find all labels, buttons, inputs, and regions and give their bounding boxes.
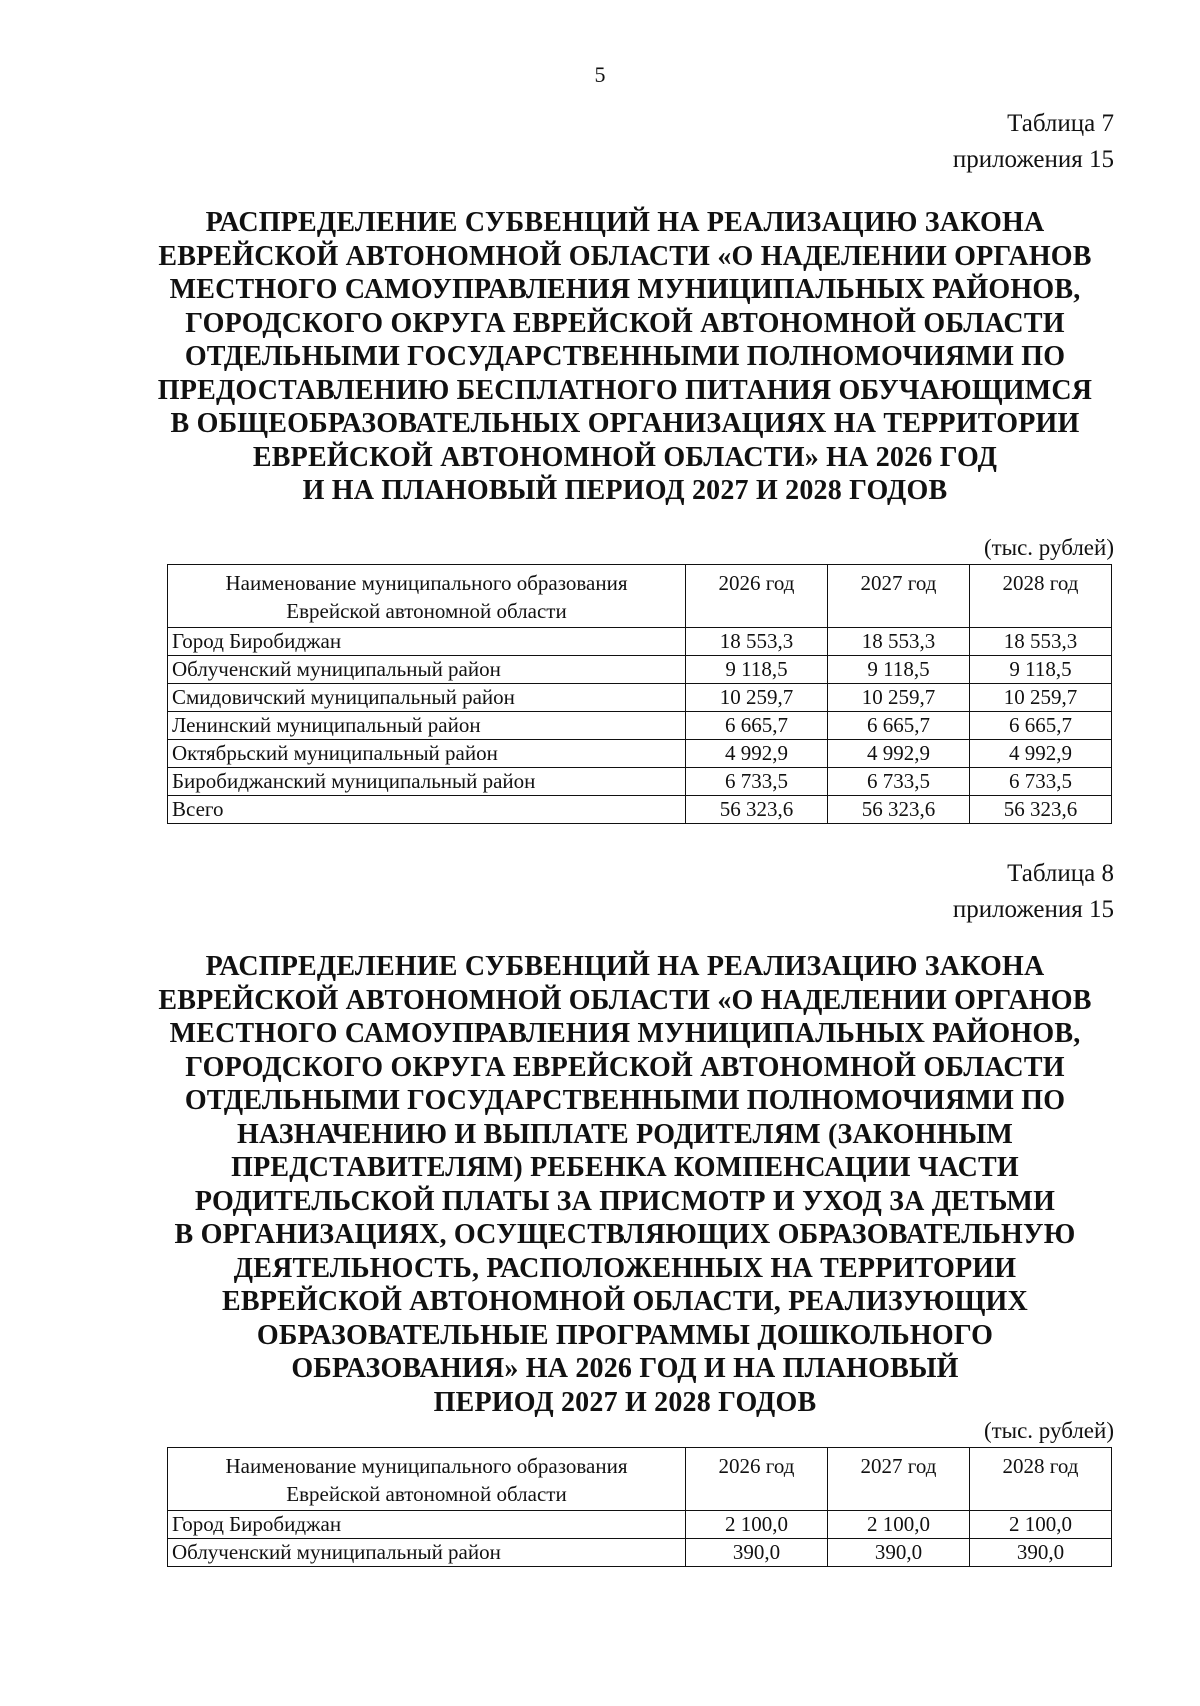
heading-line: И НА ПЛАНОВЫЙ ПЕРИОД 2027 И 2028 ГОДОВ xyxy=(302,475,948,506)
table7-caption-number: Таблица 7 xyxy=(1007,110,1114,137)
table-header-row xyxy=(168,1448,1112,1511)
value-2026: 390,0 xyxy=(686,1539,828,1567)
heading-line: ОБРАЗОВАНИЯ» НА 2026 ГОД И НА ПЛАНОВЫЙ xyxy=(291,1353,959,1384)
heading-line: ГОРОДСКОГО ОКРУГА ЕВРЕЙСКОЙ АВТОНОМНОЙ ОБЛАСТИ xyxy=(185,1051,1065,1083)
table-row xyxy=(168,628,1112,656)
heading-line: ОТДЕЛЬНЫМИ ГОСУДАРСТВЕННЫМИ ПОЛНОМОЧИЯМИ ПО xyxy=(184,341,1066,372)
table8-caption xyxy=(953,856,1114,928)
heading-line: РАСПРЕДЕЛЕНИЕ СУБВЕНЦИЙ НА РЕАЛИЗАЦИЮ ЗАКОНА xyxy=(205,207,1045,238)
header-name xyxy=(168,1448,686,1511)
value-2026: 2 100,0 xyxy=(686,1511,828,1539)
table-row xyxy=(168,684,1112,712)
table-row xyxy=(168,740,1112,768)
heading-line: ГОРОДСКОГО ОКРУГА ЕВРЕЙСКОЙ АВТОНОМНОЙ ОБЛАСТИ xyxy=(185,307,1065,339)
value-2026: 6 733,5 xyxy=(686,768,828,796)
value-2028: 6 665,7 xyxy=(970,712,1112,740)
header-name-line1: Наименование муниципального образования xyxy=(225,1454,628,1478)
table-row xyxy=(168,768,1112,796)
value-2027: 2 100,0 xyxy=(828,1511,970,1539)
value-2027: 9 118,5 xyxy=(828,656,970,684)
heading-line: МЕСТНОГО САМОУПРАВЛЕНИЯ МУНИЦИПАЛЬНЫХ РАЙОНОВ, xyxy=(169,274,1081,305)
header-2026: 2026 год xyxy=(686,565,828,628)
header-name-line1: Наименование муниципального образования xyxy=(225,571,628,595)
table8-caption-appendix: приложения 15 xyxy=(952,896,1114,923)
row-name: Ленинский муниципальный район xyxy=(168,712,686,740)
header-name xyxy=(168,565,686,628)
header-2027: 2027 год xyxy=(828,1448,970,1511)
heading-line: ЕВРЕЙСКОЙ АВТОНОМНОЙ ОБЛАСТИ» НА 2026 ГОД xyxy=(252,441,998,473)
table8-unit: (тыс. рублей) xyxy=(983,1418,1114,1443)
row-name: Облученский муниципальный район xyxy=(168,656,686,684)
value-2027: 4 992,9 xyxy=(828,740,970,768)
value-2026: 56 323,6 xyxy=(686,796,828,824)
value-2026: 6 665,7 xyxy=(686,712,828,740)
value-2028: 18 553,3 xyxy=(970,628,1112,656)
value-2027: 18 553,3 xyxy=(828,628,970,656)
value-2026: 18 553,3 xyxy=(686,628,828,656)
value-2028: 6 733,5 xyxy=(970,768,1112,796)
table7-unit: (тыс. рублей) xyxy=(983,535,1114,560)
value-2026: 9 118,5 xyxy=(686,656,828,684)
value-2028: 10 259,7 xyxy=(970,684,1112,712)
row-name: Октябрьский муниципальный район xyxy=(168,740,686,768)
row-name: Биробиджанский муниципальный район xyxy=(168,768,686,796)
header-2028: 2028 год xyxy=(970,1448,1112,1511)
heading-line: ПРЕДСТАВИТЕЛЯМ) РЕБЕНКА КОМПЕНСАЦИИ ЧАСТИ xyxy=(231,1152,1019,1183)
value-2028: 2 100,0 xyxy=(970,1511,1112,1539)
row-name: Всего xyxy=(168,796,686,824)
value-2028: 390,0 xyxy=(970,1539,1112,1567)
table-total-row xyxy=(168,796,1112,824)
row-name: Облученский муниципальный район xyxy=(168,1539,686,1567)
table8-heading xyxy=(150,950,1100,1419)
heading-line: ОТДЕЛЬНЫМИ ГОСУДАРСТВЕННЫМИ ПОЛНОМОЧИЯМИ ПО xyxy=(184,1085,1066,1116)
header-name-line2: Еврейской автономной области xyxy=(286,1482,567,1506)
heading-line: РАСПРЕДЕЛЕНИЕ СУБВЕНЦИЙ НА РЕАЛИЗАЦИЮ ЗАКОНА xyxy=(205,951,1045,982)
header-name-line2: Еврейской автономной области xyxy=(286,599,567,623)
heading-line: В ОРГАНИЗАЦИЯХ, ОСУЩЕСТВЛЯЮЩИХ ОБРАЗОВАТЕЛЬНУЮ xyxy=(174,1219,1076,1250)
table-row xyxy=(168,656,1112,684)
heading-line: НАЗНАЧЕНИЮ И ВЫПЛАТЕ РОДИТЕЛЯМ (ЗАКОННЫМ xyxy=(237,1118,1013,1150)
table-row xyxy=(168,712,1112,740)
header-2028: 2028 год xyxy=(970,565,1112,628)
value-2028: 9 118,5 xyxy=(970,656,1112,684)
value-2026: 4 992,9 xyxy=(686,740,828,768)
page-number: 5 xyxy=(594,62,606,87)
value-2027: 10 259,7 xyxy=(828,684,970,712)
heading-line: В ОБЩЕОБРАЗОВАТЕЛЬНЫХ ОРГАНИЗАЦИЯХ НА ТЕРРИТОРИИ xyxy=(170,408,1080,439)
row-name: Город Биробиджан xyxy=(168,1511,686,1539)
row-name: Смидовичский муниципальный район xyxy=(168,684,686,712)
value-2027: 6 665,7 xyxy=(828,712,970,740)
heading-line: РОДИТЕЛЬСКОЙ ПЛАТЫ ЗА ПРИСМОТР И УХОД ЗА ДЕТЬМИ xyxy=(194,1185,1056,1217)
table7-heading xyxy=(150,206,1100,508)
table-header-row xyxy=(168,565,1112,628)
header-2027: 2027 год xyxy=(828,565,970,628)
row-name: Город Биробиджан xyxy=(168,628,686,656)
header-2026: 2026 год xyxy=(686,1448,828,1511)
heading-line: ЕВРЕЙСКОЙ АВТОНОМНОЙ ОБЛАСТИ, РЕАЛИЗУЮЩИХ xyxy=(222,1286,1028,1317)
heading-line: МЕСТНОГО САМОУПРАВЛЕНИЯ МУНИЦИПАЛЬНЫХ РАЙОНОВ, xyxy=(169,1018,1081,1049)
table7 xyxy=(167,564,1112,824)
value-2028: 4 992,9 xyxy=(970,740,1112,768)
heading-line: ЕВРЕЙСКОЙ АВТОНОМНОЙ ОБЛАСТИ «О НАДЕЛЕНИИ ОРГАНОВ xyxy=(158,984,1092,1016)
value-2026: 10 259,7 xyxy=(686,684,828,712)
heading-line: ПЕРИОД 2027 И 2028 ГОДОВ xyxy=(433,1386,817,1418)
value-2027: 6 733,5 xyxy=(828,768,970,796)
table8 xyxy=(167,1447,1112,1567)
heading-line: ДЕЯТЕЛЬНОСТЬ, РАСПОЛОЖЕННЫХ НА ТЕРРИТОРИИ xyxy=(233,1252,1017,1284)
table-row xyxy=(168,1539,1112,1567)
value-2027: 390,0 xyxy=(828,1539,970,1567)
value-2028: 56 323,6 xyxy=(970,796,1112,824)
heading-line: ЕВРЕЙСКОЙ АВТОНОМНОЙ ОБЛАСТИ «О НАДЕЛЕНИИ ОРГАНОВ xyxy=(158,240,1092,272)
table7-caption xyxy=(953,106,1114,178)
value-2027: 56 323,6 xyxy=(828,796,970,824)
table-row xyxy=(168,1511,1112,1539)
heading-line: ОБРАЗОВАТЕЛЬНЫЕ ПРОГРАММЫ ДОШКОЛЬНОГО xyxy=(256,1319,994,1351)
table8-caption-number: Таблица 8 xyxy=(1007,860,1114,887)
heading-line: ПРЕДОСТАВЛЕНИЮ БЕСПЛАТНОГО ПИТАНИЯ ОБУЧАЮЩИМСЯ xyxy=(157,374,1093,406)
table7-caption-appendix: приложения 15 xyxy=(952,146,1114,173)
